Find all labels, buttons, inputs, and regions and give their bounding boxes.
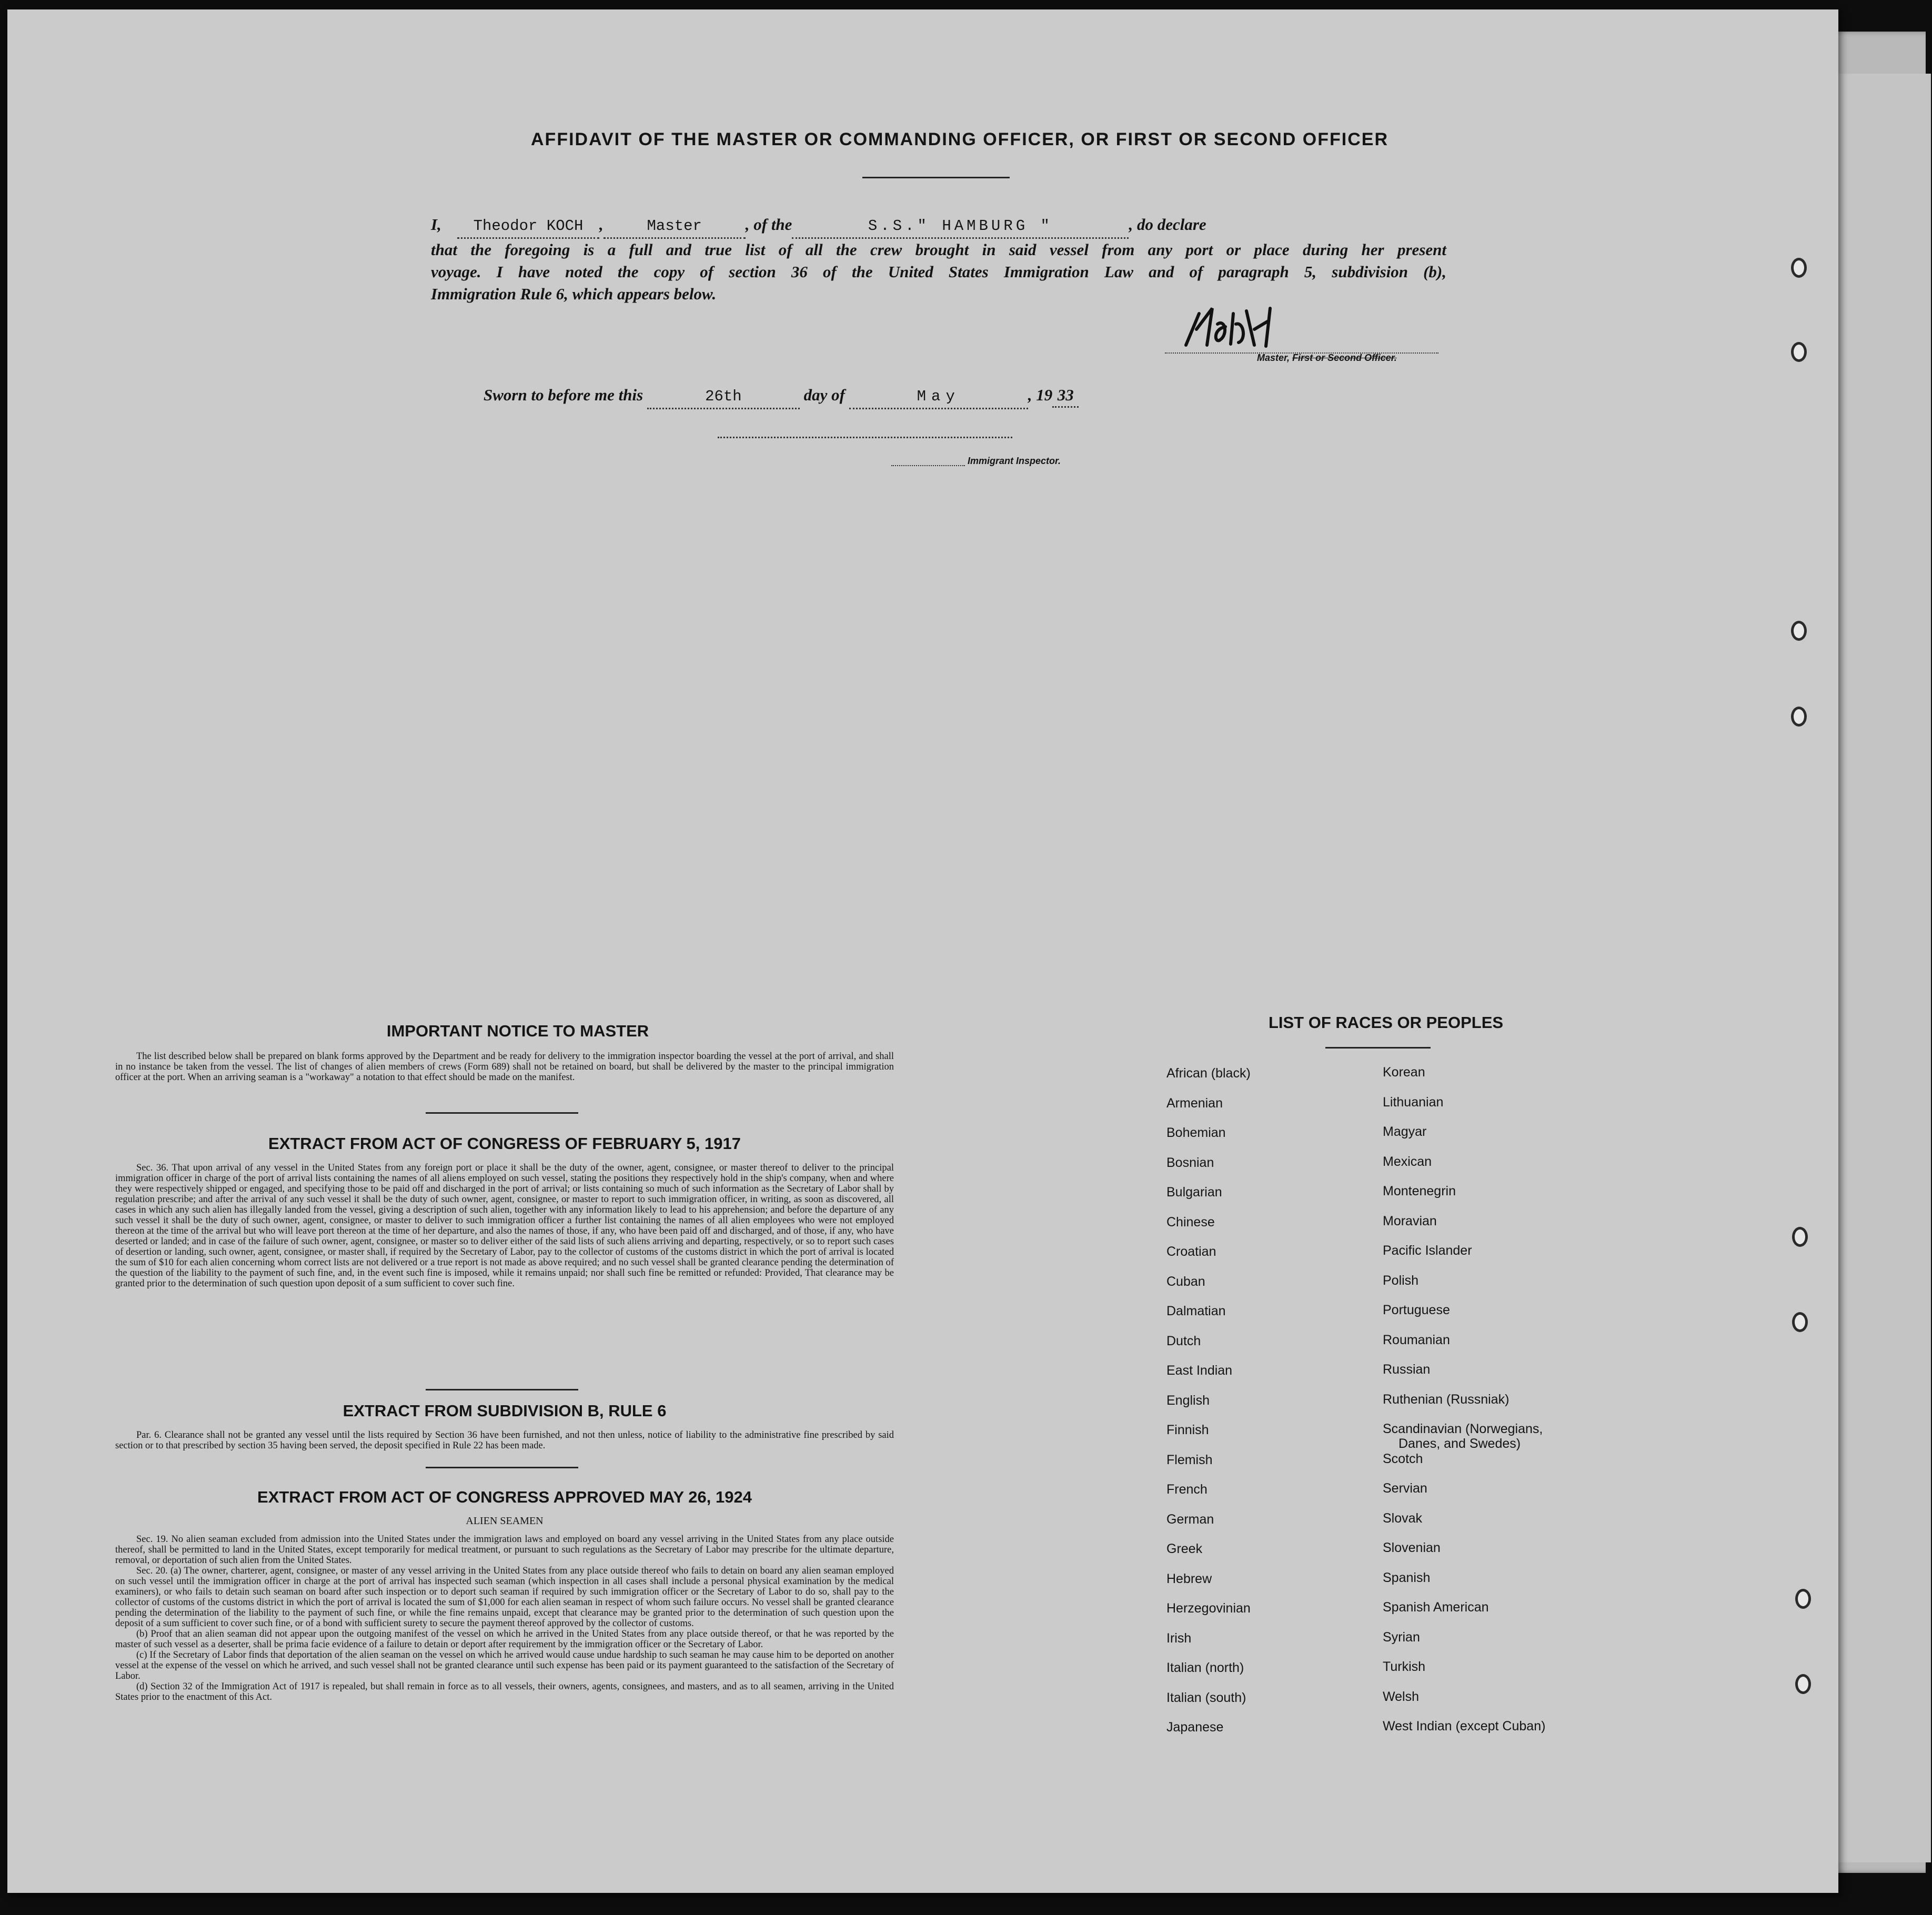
do-declare-label: , do declare — [1129, 215, 1206, 234]
rule6-rule — [426, 1467, 578, 1468]
extract-1917-text — [115, 1163, 894, 1289]
race-item: Moravian — [1383, 1213, 1437, 1228]
affidavit-body — [431, 214, 1446, 305]
sec-20b-paragraph: (b) Proof that an alien seaman did not appear upon the outgoing manifest of the vessel on which he arrived in the United States from any place outside thereof, or that he was reported by the master of such vessel as a deserter, shall be prima facie evidence of a failure to detain or deport after requirement by the immigration officer or the Secretary of Labor. — [115, 1629, 894, 1650]
extract-1924-text — [115, 1534, 894, 1702]
sec-20d-paragraph: (d) Section 32 of the Immigration Act of 1917 is repealed, but shall remain in force as to all vessels, their owners, agents, consignees, and masters, and as to all seamen, arriving in the United States prior to the enactment of this Act. — [115, 1681, 894, 1702]
struck-caption: First or Second Officer. — [1292, 352, 1397, 363]
rule6-paragraph: Par. 6. Clearance shall not be granted any vessel until the lists required by Section 36 have been furnished, and not then unless, notice of liability to the administrative fine prescribed by said section or to that prescribed by section 35 having been served, the deposit specified in Rule 22 has been made. — [115, 1430, 894, 1451]
inspector-line — [718, 437, 1012, 438]
affidavit-line-3: voyage. I have noted the copy of section 36 of the United States Immigration Law and of paragraph 5, subdivision (b), — [431, 263, 1446, 281]
vessel-name: S.S." HAMBURG " — [792, 215, 1129, 239]
sec-20a-paragraph: Sec. 20. (a) The owner, charterer, agent, consignee, or master of any vessel arriving in the United States from any place outside thereof who fails to detain on board any alien seaman employed on such vessel until the immigration officer in charge at the port of arrival has inspected such seaman (which inspection in all cases shall include a personal physical examination by the medical examiners), or who fails to detain such seaman on board after such inspection or to deport such seaman if required by such immigration officer or the Secretary of Labor to do so, shall pay to the collector of customs of the customs district in which the port of arrival is located the sum of $1,000 for each alien seaman in respect of whom such failure occurs. No vessel shall be granted clearance pending the determination of the liability to the payment of such fine, or while the fine remains unpaid, except that clearance may be granted prior to the determination of such question upon the deposit of a sum sufficient to cover such fine, or of a bond with sufficient surety to secure the payment thereof approved by the collector of customs. — [115, 1566, 894, 1629]
races-rule — [1325, 1047, 1431, 1049]
extract-1917-heading: EXTRACT FROM ACT OF CONGRESS OF FEBRUARY 5, 1917 — [268, 1134, 741, 1153]
extract-1924-subheading: ALIEN SEAMEN — [466, 1515, 544, 1527]
master-signature — [1175, 298, 1323, 356]
title-rule — [862, 177, 1010, 178]
race-item: Bosnian — [1166, 1155, 1214, 1170]
sworn-day: 26th — [647, 386, 800, 409]
signature-caption — [1257, 352, 1397, 364]
affidavit-line-1 — [431, 214, 1446, 239]
race-item: English — [1166, 1393, 1210, 1408]
race-item: Syrian — [1383, 1629, 1420, 1645]
race-item: Pacific Islander — [1383, 1243, 1472, 1258]
day-of-label: day of — [803, 386, 845, 404]
race-item: Irish — [1166, 1630, 1192, 1646]
inspector-caption: Immigrant Inspector. — [968, 456, 1061, 466]
sworn-line — [484, 384, 1079, 409]
race-item: Korean — [1383, 1065, 1425, 1080]
race-item: German — [1166, 1511, 1214, 1527]
extract-1924-heading: EXTRACT FROM ACT OF CONGRESS APPROVED MAY 26, 1924 — [257, 1488, 752, 1506]
sworn-label: Sworn to before me this — [484, 386, 643, 404]
race-item: Spanish — [1383, 1570, 1431, 1585]
race-item: Croatian — [1166, 1244, 1216, 1259]
punch-hole — [1791, 621, 1807, 641]
race-item: African (black) — [1166, 1066, 1251, 1081]
notice-rule — [426, 1112, 578, 1114]
races-right-column — [1383, 1065, 1545, 1749]
race-item: Slovak — [1383, 1510, 1423, 1526]
race-item: Greek — [1166, 1541, 1203, 1556]
race-item: Italian (north) — [1166, 1660, 1244, 1675]
race-item: Danes, and Swedes) — [1398, 1436, 1521, 1451]
race-item: Scandinavian (Norwegians, — [1383, 1422, 1543, 1436]
race-item: Roumanian — [1383, 1332, 1450, 1347]
race-item: Herzegovinian — [1166, 1601, 1251, 1616]
race-item: Italian (south) — [1166, 1690, 1246, 1705]
sworn-month: May — [849, 386, 1028, 409]
race-item: Chinese — [1166, 1214, 1215, 1229]
race-item: Mexican — [1383, 1154, 1432, 1169]
race-item: Polish — [1383, 1273, 1419, 1288]
master-name: Theodor KOCH — [457, 215, 599, 239]
affidavit-line-4: Immigration Rule 6, which appears below. — [431, 285, 717, 303]
rule6-heading: EXTRACT FROM SUBDIVISION B, RULE 6 — [343, 1402, 667, 1420]
races-left-column — [1166, 1066, 1251, 1750]
race-item: French — [1166, 1482, 1208, 1497]
rule6-text — [115, 1430, 894, 1451]
manifest-page — [7, 9, 1838, 1893]
race-item: Servian — [1383, 1481, 1427, 1496]
race-item: Welsh — [1383, 1689, 1420, 1704]
races-heading: LIST OF RACES OR PEOPLES — [1268, 1013, 1504, 1032]
race-item: Ruthenian (Russniak) — [1383, 1392, 1510, 1407]
year-suffix: 33 — [1052, 384, 1079, 408]
master-caption: Master, — [1257, 352, 1290, 363]
extract-1917-rule — [426, 1389, 578, 1390]
punch-hole — [1795, 1674, 1811, 1694]
race-item: Portuguese — [1383, 1303, 1450, 1317]
race-item: Cuban — [1166, 1274, 1205, 1289]
notice-paragraph: The list described below shall be prepared on blank forms approved by the Department and be ready for delivery to the immigration inspector boarding the vessel at the port of arrival, and shall in no instance be taken from the vessel. The list of changes of alien members of crews (Form 689) shall not be retained on board, but shall be delivered by the master to the principal immigration officer at the port. When an arriving seaman is a "workaway" a notation to that effect should be made on the manifest. — [115, 1051, 894, 1083]
race-item: West Indian (except Cuban) — [1383, 1719, 1546, 1733]
punch-hole — [1791, 707, 1807, 727]
race-item: Dalmatian — [1166, 1304, 1226, 1318]
race-item: Magyar — [1383, 1124, 1427, 1139]
rank: Master — [603, 215, 746, 239]
race-item: Armenian — [1166, 1095, 1223, 1111]
race-item: Turkish — [1383, 1659, 1426, 1674]
notice-heading: IMPORTANT NOTICE TO MASTER — [386, 1022, 649, 1040]
race-item: Flemish — [1166, 1452, 1213, 1467]
race-item: Hebrew — [1166, 1571, 1212, 1586]
race-item: Montenegrin — [1383, 1184, 1456, 1198]
punch-hole — [1791, 342, 1807, 362]
comma: , — [599, 215, 603, 234]
race-item: Lithuanian — [1383, 1094, 1444, 1110]
race-item: Japanese — [1166, 1720, 1224, 1735]
race-item: Finnish — [1166, 1423, 1209, 1437]
punch-hole — [1791, 258, 1807, 278]
race-item: Dutch — [1166, 1333, 1201, 1348]
year-prefix: , 19 — [1028, 386, 1053, 404]
i-label: I, — [431, 215, 441, 234]
punch-hole — [1795, 1589, 1811, 1609]
race-item: Slovenian — [1383, 1540, 1441, 1555]
affidavit-title: AFFIDAVIT OF THE MASTER OR COMMANDING OFFICER, OR FIRST OR SECOND OFFICER — [531, 129, 1388, 149]
extract-1917-paragraph: Sec. 36. That upon arrival of any vessel in the United States from any foreign port or place it shall be the duty of the owner, agent, consignee, or master thereof to deliver to the principal immigration officer in charge of the port of arrival lists containing the names of all aliens employed on such vessel, stating the positions they respectively hold in the ship's company, when and where they were respectively shipped or engaged, and specifying those to be paid off and discharged in the port of arrival; or lists containing so much of such information as the Secretary of Labor shall by regulation prescribe; and after the arrival of any such vessel it shall be the duty of such owner, agent, consignee, or master to report to such immigration officer, in writing, as soon as discovered, all cases in which any such alien has illegally landed from the vessel, giving a description of such alien, together with any information likely to lead to his apprehension; and before the departure of any such vessel it shall be the duty of such owner, agent, consignee, or master to deliver to such immigration officer a further list containing the names of all alien employees who were not employed thereon at the time of the arrival but who will leave port thereon at the time of her departure, and also the names of those, if any, who have been paid off and discharged, and of those, if any, who have deserted or landed; and in case of the failure of such owner, agent, consignee, or master so to deliver either of the said lists of such aliens arriving and departing, respectively, or so to report such cases of desertion or landing, such owner, agent, consignee, or master shall, if required by the Secretary of Labor, pay to the collector of customs of the customs district in which the port of arrival is located the sum of $10 for each alien concerning whom correct lists are not delivered or a true report is not made as above required; and no such vessel shall be granted clearance pending the determination of the question of the liability to the payment of such fine, and, in the event such fine is imposed, while it remains unpaid; nor shall such fine be remitted or refunded: Provided, That clearance may be granted prior to the determination of such question upon deposit of a sum sufficient to cover such fine. — [115, 1163, 894, 1289]
sec-19-paragraph: Sec. 19. No alien seaman excluded from admission into the United States under the immigration laws and employed on board any vessel arriving in the United States from any place outside thereof, shall be permitted to land in the United States, except temporarily for medical treatment, or pursuant to such regulations as the Secretary of Labor may prescribe for the ultimate departure, removal, or deportation of such alien from the United States. — [115, 1534, 894, 1566]
race-item: Russian — [1383, 1362, 1431, 1377]
punch-hole — [1792, 1312, 1808, 1332]
sec-20c-paragraph: (c) If the Secretary of Labor finds that deportation of the alien seaman on the vessel on which he arrived would cause undue hardship to such seaman he may cause him to be deported on another vessel at the expense of the vessel on which he arrived, and such vessel shall not be granted clearance until such expense has been paid or its payment guaranteed to the satisfaction of the Secretary of Labor. — [115, 1650, 894, 1681]
inspector-line-short — [891, 465, 965, 466]
race-item: Bulgarian — [1166, 1185, 1222, 1200]
affidavit-line-2: that the foregoing is a full and true list of all the crew brought in said vessel from any port or place during her present — [431, 240, 1446, 259]
race-item: Scotch — [1383, 1451, 1423, 1466]
of-the-label: , of the — [745, 215, 792, 234]
race-item: Spanish American — [1383, 1600, 1489, 1615]
race-item: Bohemian — [1166, 1125, 1226, 1140]
notice-text — [115, 1051, 894, 1083]
race-item: East Indian — [1166, 1363, 1233, 1378]
punch-hole — [1792, 1227, 1808, 1247]
